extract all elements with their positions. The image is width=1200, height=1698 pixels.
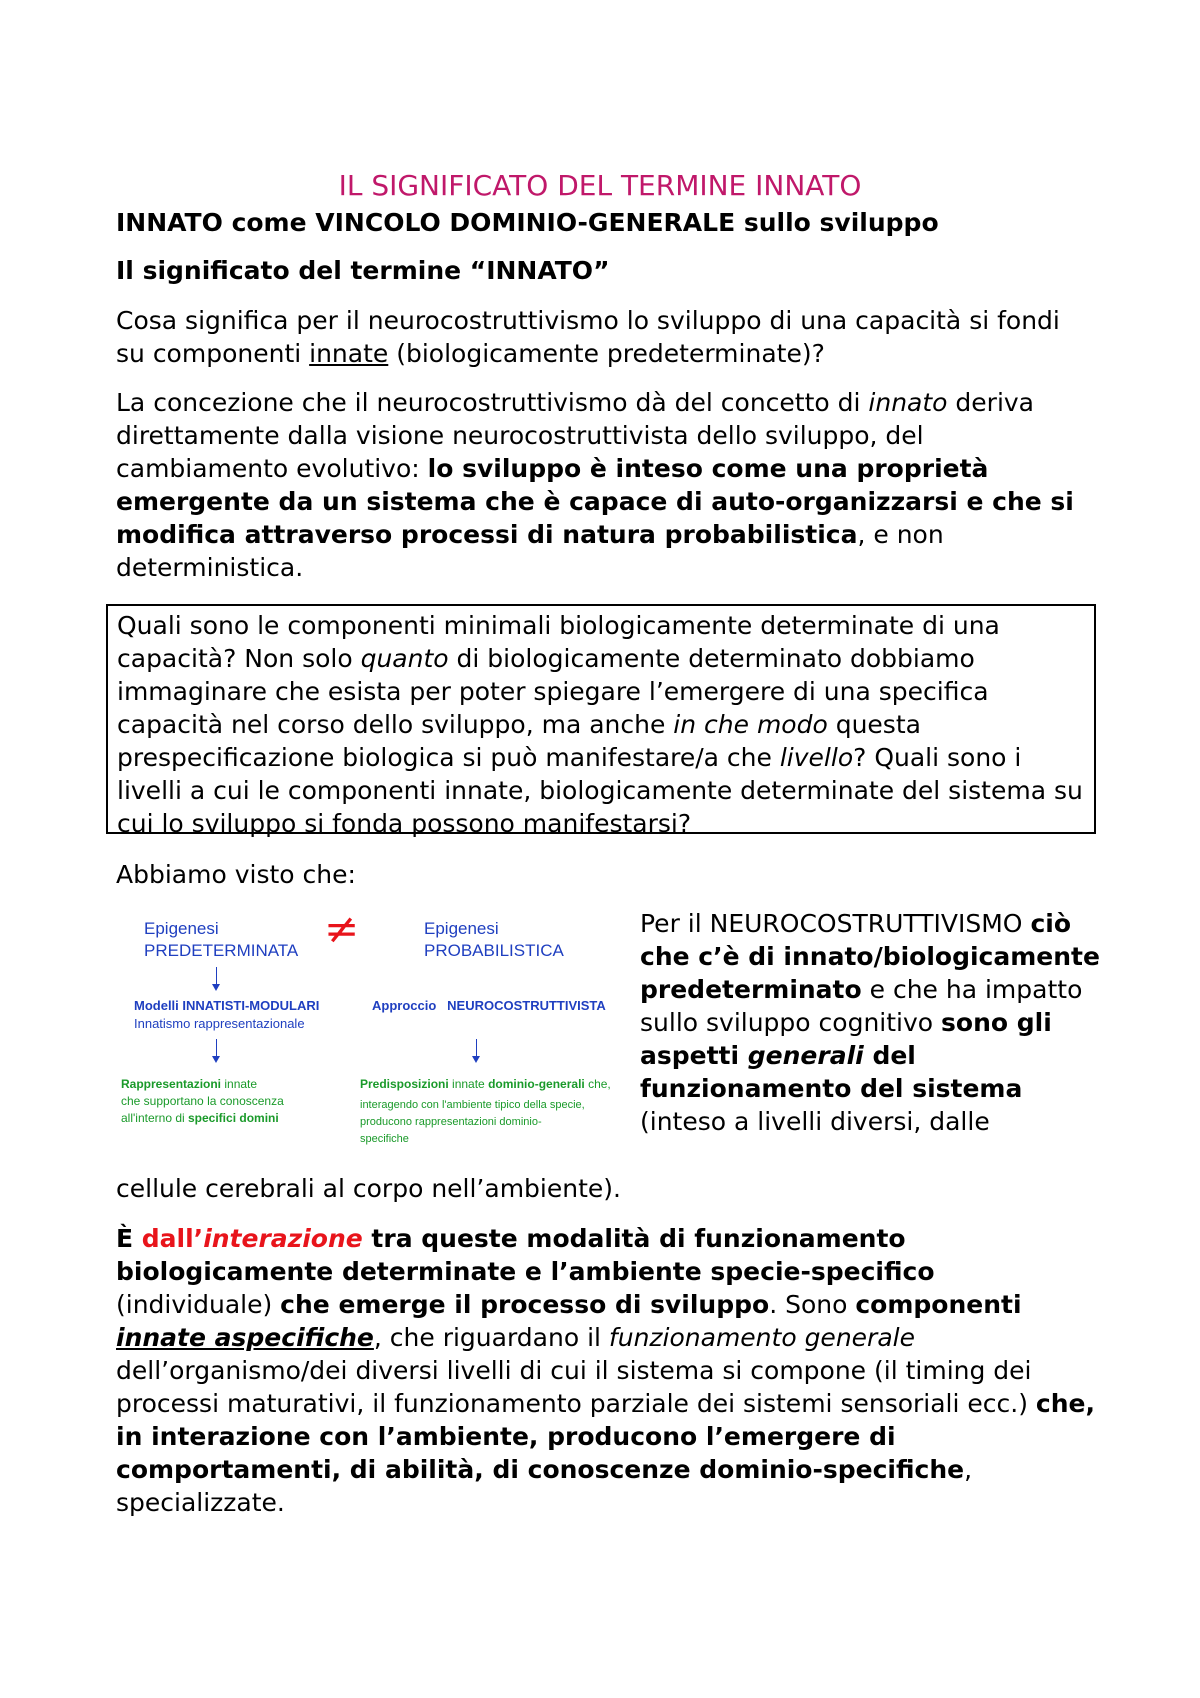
arrow-down-icon bbox=[476, 1039, 477, 1061]
page-title: IL SIGNIFICATO DEL TERMINE INNATO bbox=[338, 169, 862, 202]
bold-italic-generali: generali bbox=[747, 1041, 864, 1070]
italic-livello: livello bbox=[779, 743, 854, 772]
right-probabilistica: PROBABILISTICA bbox=[424, 941, 564, 960]
red-dall: dall’ bbox=[141, 1224, 204, 1253]
left-modelli: Modelli INNATISTI-MODULARI bbox=[134, 998, 320, 1013]
italic-in-che-modo: in che modo bbox=[673, 710, 828, 739]
text: innate bbox=[221, 1077, 258, 1091]
text: di biologicamente determinato dobbiamo immaginare che esista per poter spiegare l’emergere di una specifica capacità nel corso dello sviluppo, ma anche bbox=[117, 644, 989, 739]
epigenesi-diagram bbox=[116, 900, 636, 1160]
bold-sviluppo: lo sviluppo è inteso come una proprietà emergente da un sistema che è capace di auto-organizzarsi e che si modifica attraverso processi di natura probabilistica bbox=[116, 454, 1074, 549]
right-predisposizioni bbox=[360, 1076, 611, 1092]
text: , e non deterministica. bbox=[116, 520, 944, 582]
text: Per il NEUROCOSTRUTTIVISMO bbox=[640, 909, 1031, 938]
left-domini bbox=[121, 1110, 279, 1126]
right-approccio bbox=[372, 997, 606, 1014]
heading-innato-vincolo: INNATO come VINCOLO DOMINIO-GENERALE sullo sviluppo bbox=[116, 208, 939, 237]
text: Cosa significa per il neurocostruttivismo lo sviluppo di una capacità si fondi su componenti bbox=[116, 306, 1060, 368]
text: (individuale) bbox=[116, 1290, 281, 1319]
text: e che ha impatto sullo sviluppo cognitivo bbox=[640, 975, 1083, 1037]
text: . Sono bbox=[769, 1290, 856, 1319]
text: Predisposizioni bbox=[360, 1077, 449, 1091]
text: È bbox=[116, 1224, 142, 1253]
boxed-question bbox=[106, 604, 1096, 838]
italic-quanto: quanto bbox=[360, 644, 449, 673]
red-interazione: interazione bbox=[203, 1224, 363, 1253]
text: specifici domini bbox=[188, 1111, 279, 1125]
text: La concezione che il neurocostruttivismo dà del concetto di bbox=[116, 388, 869, 417]
heading-significato: Il significato del termine “INNATO” bbox=[116, 256, 610, 285]
paragraph-question bbox=[116, 304, 1096, 370]
left-epigenesi: Epigenesi bbox=[144, 919, 219, 938]
bold-interazione-ambiente: che, in interazione con l’ambiente, producono l’emergere di comportamenti, di abilità, di conoscenze dominio-specifiche bbox=[116, 1389, 1095, 1484]
text: questa prespecificazione biologica si può manifestare/a che bbox=[117, 710, 921, 772]
text: deriva direttamente dalla visione neurocostruttivista dello sviluppo, del cambiamento evolutivo: bbox=[116, 388, 1035, 483]
paragraph-concezione bbox=[116, 386, 1096, 584]
arrow-down-icon bbox=[216, 967, 217, 989]
right-producono: producono rappresentazioni dominio- bbox=[360, 1116, 542, 1128]
arrow-down-icon bbox=[216, 1039, 217, 1061]
bold-tra-queste: tra queste modalità di funzionamento biologicamente determinate e l’ambiente specie-specifico bbox=[116, 1224, 935, 1286]
bold-componenti: componenti bbox=[855, 1290, 1022, 1319]
underlined-innate: innate bbox=[309, 339, 389, 368]
not-equal-icon: ≠ bbox=[324, 904, 360, 953]
bold-innato: ciò che c’è di innato/biologicamente predeterminato bbox=[640, 909, 1100, 1004]
right-interagendo: interagendo con l'ambiente tipico della specie, bbox=[360, 1099, 585, 1111]
text: (inteso a livelli diversi, dalle bbox=[640, 1107, 990, 1136]
text: innate bbox=[448, 1077, 489, 1091]
paragraph-interazione bbox=[116, 1222, 1096, 1519]
italic-funzionamento-generale: funzionamento generale bbox=[608, 1323, 915, 1352]
text: Approccio bbox=[372, 998, 437, 1013]
left-predeterminata: PREDETERMINATA bbox=[144, 941, 299, 960]
text: ? Quali sono i livelli a cui le componenti innate, biologicamente determinate del sistema su cui lo sviluppo si fonda possono manifestarsi? bbox=[117, 743, 1083, 838]
text: NEUROCOSTRUTTIVISTA bbox=[447, 998, 606, 1013]
bold-funzionamento: del funzionamento del sistema bbox=[640, 1041, 1023, 1103]
right-epigenesi: Epigenesi bbox=[424, 919, 499, 938]
side-paragraph bbox=[640, 907, 1100, 1138]
text: all'interno di bbox=[121, 1111, 188, 1125]
text: Rappresentazioni bbox=[121, 1077, 222, 1091]
text: che, bbox=[584, 1077, 611, 1091]
bold-aspetti: sono gli aspetti bbox=[640, 1008, 1052, 1070]
text: dominio-generali bbox=[488, 1077, 585, 1091]
text: (biologicamente predeterminate)? bbox=[388, 339, 825, 368]
text: Quali sono le componenti minimali biologicamente determinate di una capacità? Non solo bbox=[117, 611, 1000, 673]
side-paragraph-continuation: cellule cerebrali al corpo nell’ambiente). bbox=[116, 1174, 621, 1203]
left-rappresentazioni bbox=[121, 1076, 257, 1092]
italic-innato: innato bbox=[868, 388, 948, 417]
text: , che riguardano il bbox=[373, 1323, 609, 1352]
text: , specializzate. bbox=[116, 1455, 973, 1517]
text: dell’organismo/dei diversi livelli di cui il sistema si compone (il timing dei processi maturativi, il funzionamento parziale dei sistemi sensoriali ecc.) bbox=[116, 1356, 1036, 1418]
right-specifiche: specifiche bbox=[360, 1133, 409, 1145]
left-supportano: che supportano la conoscenza bbox=[121, 1094, 284, 1108]
bold-innate-aspecifiche: innate aspecifiche bbox=[116, 1323, 374, 1352]
abbiamo-visto: Abbiamo visto che: bbox=[116, 860, 356, 889]
bold-emerge: che emerge il processo di sviluppo bbox=[280, 1290, 770, 1319]
left-innatismo: Innatismo rappresentazionale bbox=[134, 1016, 305, 1031]
